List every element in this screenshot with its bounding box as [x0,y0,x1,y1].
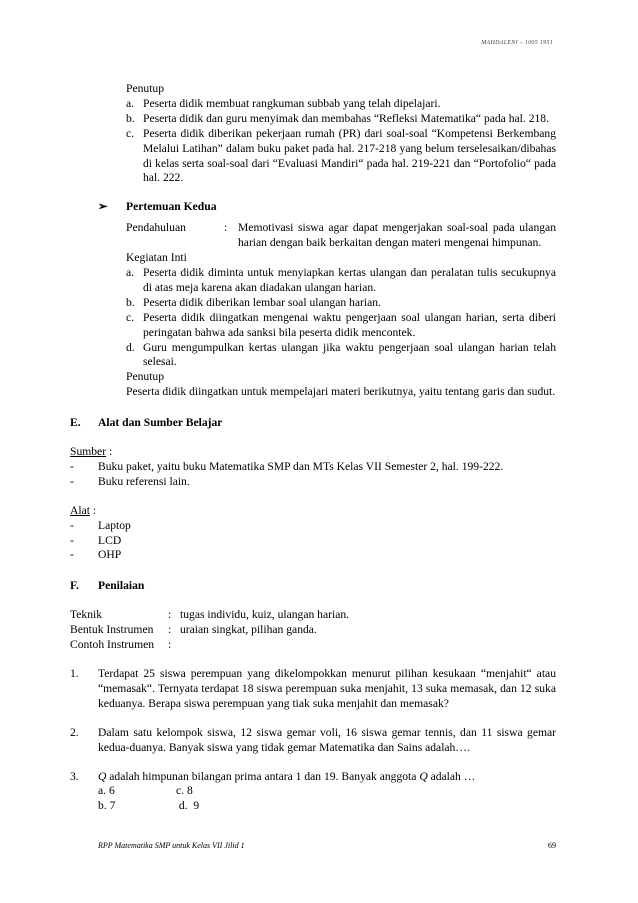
row-key: Contoh Instrumen [70,638,155,652]
page-header: MAHDALENI – 1005 1951 [481,40,553,46]
list-item [126,296,556,311]
pendahuluan-text: Memotivasi siswa agar dapat mengerjakan soal-soal pada ulangan harian dengan baik berkaitan dengan materi mengenai himpunan. [238,221,556,250]
question-item [70,770,556,815]
section-title: Alat dan Sumber Belajar [98,416,223,430]
list-text: Peserta didik diberikan lembar soal ulangan harian. [143,295,381,309]
section-marker: F. [70,579,79,593]
list-item [126,112,556,127]
row-key: Teknik [70,608,103,622]
list-text: Peserta didik diminta untuk menyiapkan kertas ulangan dan peralatan tulis secukupnya di atas meja karena akan diadakan ulangan harian. [143,265,556,294]
list-text: Peserta didik diingatkan mengenai waktu pengerjaan soal ulangan harian, serta diberi peringatan bahwa ada sanksi bila peserta didik mencontek. [143,310,556,339]
list-item [126,97,556,112]
question-body: adalah himpunan bilangan prima antara 1 dan 19. Banyak anggota [106,769,420,783]
list-text: Buku referensi lain. [98,474,190,488]
list-text: OHP [98,548,122,562]
list-marker: b. [126,111,135,125]
list-item [126,341,556,371]
question-tail: adalah … [427,769,476,783]
question-number: 1. [70,667,79,680]
colon: : [224,221,228,235]
alat-label: Alat [70,503,90,517]
list-marker: - [70,533,74,547]
set-symbol: Q [98,769,107,783]
penutup-title: Penutup [126,82,165,95]
pendahuluan-label: Pendahuluan [126,221,186,235]
question-text: Terdapat 25 siswa perempuan yang dikelompokkan menurut pilihan kesukaan “menjahit“ atau “memasak“. Ternyata terdapat 18 siswa perempuan suka menjahit, 13 suka memasak, dan 12 suka keduanya. Berapa siswa perempuan yang tiak suka menjahit dan memasak? [98,667,556,710]
pertemuan-body [126,221,556,400]
sumber-label: Sumber [70,445,107,459]
penilaian-row [70,608,556,623]
list-text: Peserta didik dan guru menyimak dan membahas “Refleksi Matematika“ pada hal. 218. [143,111,549,125]
list-item [70,548,556,563]
list-marker: - [70,548,74,562]
section-f-heading [70,579,556,594]
colon: : [168,638,172,652]
list-item [70,475,556,490]
row-value: uraian singkat, pilihan ganda. [180,623,317,637]
pendahuluan-row [126,221,556,251]
section-title: Penilaian [98,579,145,593]
row-value: tugas individu, kuiz, ulangan harian. [180,608,350,622]
answer-option: d. 9 [176,799,200,813]
colon: : [106,445,113,459]
page-number: 69 [548,841,556,850]
list-text: Peserta didik membuat rangkuman subbab yang telah dipelajari. [143,96,441,110]
list-text: Buku paket, yaitu buku Matematika SMP dan MTs Kelas VII Semester 2, hal. 199-222. [98,459,504,473]
colon: : [89,503,97,517]
list-text: Peserta didik diberikan pekerjaan rumah (PR) dari soal-soal “Kompetensi Berkembang Melalui Latihan” dalam buku paket pada hal. 217-218 yang belum terselesaikan/dibahas di kelas serta soal-soal dari “Evaluasi Mandiri“ pada hal. 219-221 dan “Portofolio“ pada hal. 222. [143,126,556,185]
penilaian-row [70,638,556,653]
question-number: 2. [70,725,79,739]
list-item [126,266,556,296]
colon: : [168,608,172,622]
answer-option: c. 8 [176,784,193,798]
row-key: Bentuk Instrumen [70,623,154,637]
list-item [70,460,556,475]
penilaian-table [70,608,556,653]
footer-title: RPP Matematika SMP untuk Kelas VII Jilid 1 [98,841,245,850]
colon: : [168,623,172,637]
penilaian-row [70,623,556,638]
list-marker: c. [126,126,135,140]
answer-options [98,784,556,814]
question-text [98,770,556,815]
question-item [70,726,556,756]
list-marker: a. [126,265,135,279]
list-marker: - [70,459,74,473]
arrow-bullet-icon: ➢ [98,200,108,214]
list-marker: a. [126,96,135,110]
list-marker: c. [126,310,135,324]
list-text: Laptop [98,518,131,532]
list-text: LCD [98,533,122,547]
list-marker: - [70,518,74,532]
heading-text: Pertemuan Kedua [126,200,217,214]
list-item [70,534,556,549]
penutup-section [126,82,556,186]
question-item [70,667,556,712]
list-item [126,127,556,187]
answer-option: b. 7 [98,799,116,813]
section-e-heading [70,416,556,431]
answer-option: a. 6 [98,784,115,798]
question-text: Dalam satu kelompok siswa, 12 siswa gemar voli, 16 siswa gemar tennis, dan 11 siswa gemar kedua-duanya. Banyak siswa yang tidak gemar Matematika dan Sains adalah…. [98,725,556,754]
set-symbol: Q [419,769,428,783]
page-content [70,82,556,814]
penutup-title: Penutup [126,370,165,384]
alat-block [70,504,556,564]
list-item [126,311,556,341]
penutup-text: Peserta didik diingatkan untuk mempelajari materi berikutnya, yaitu tentang garis dan sudut. [126,385,556,399]
list-marker: b. [126,295,135,309]
list-marker: - [70,474,74,488]
list-item [70,519,556,534]
kegiatan-inti-title: Kegiatan Inti [126,251,187,265]
sumber-block [70,445,556,490]
pertemuan-kedua-heading [98,200,556,215]
page-footer [98,841,556,850]
section-marker: E. [70,416,81,430]
list-text: Guru mengumpulkan kertas ulangan jika waktu pengerjaan soal ulangan harian telah selesai. [143,340,556,369]
question-number: 3. [70,769,79,783]
list-marker: d. [126,340,135,354]
